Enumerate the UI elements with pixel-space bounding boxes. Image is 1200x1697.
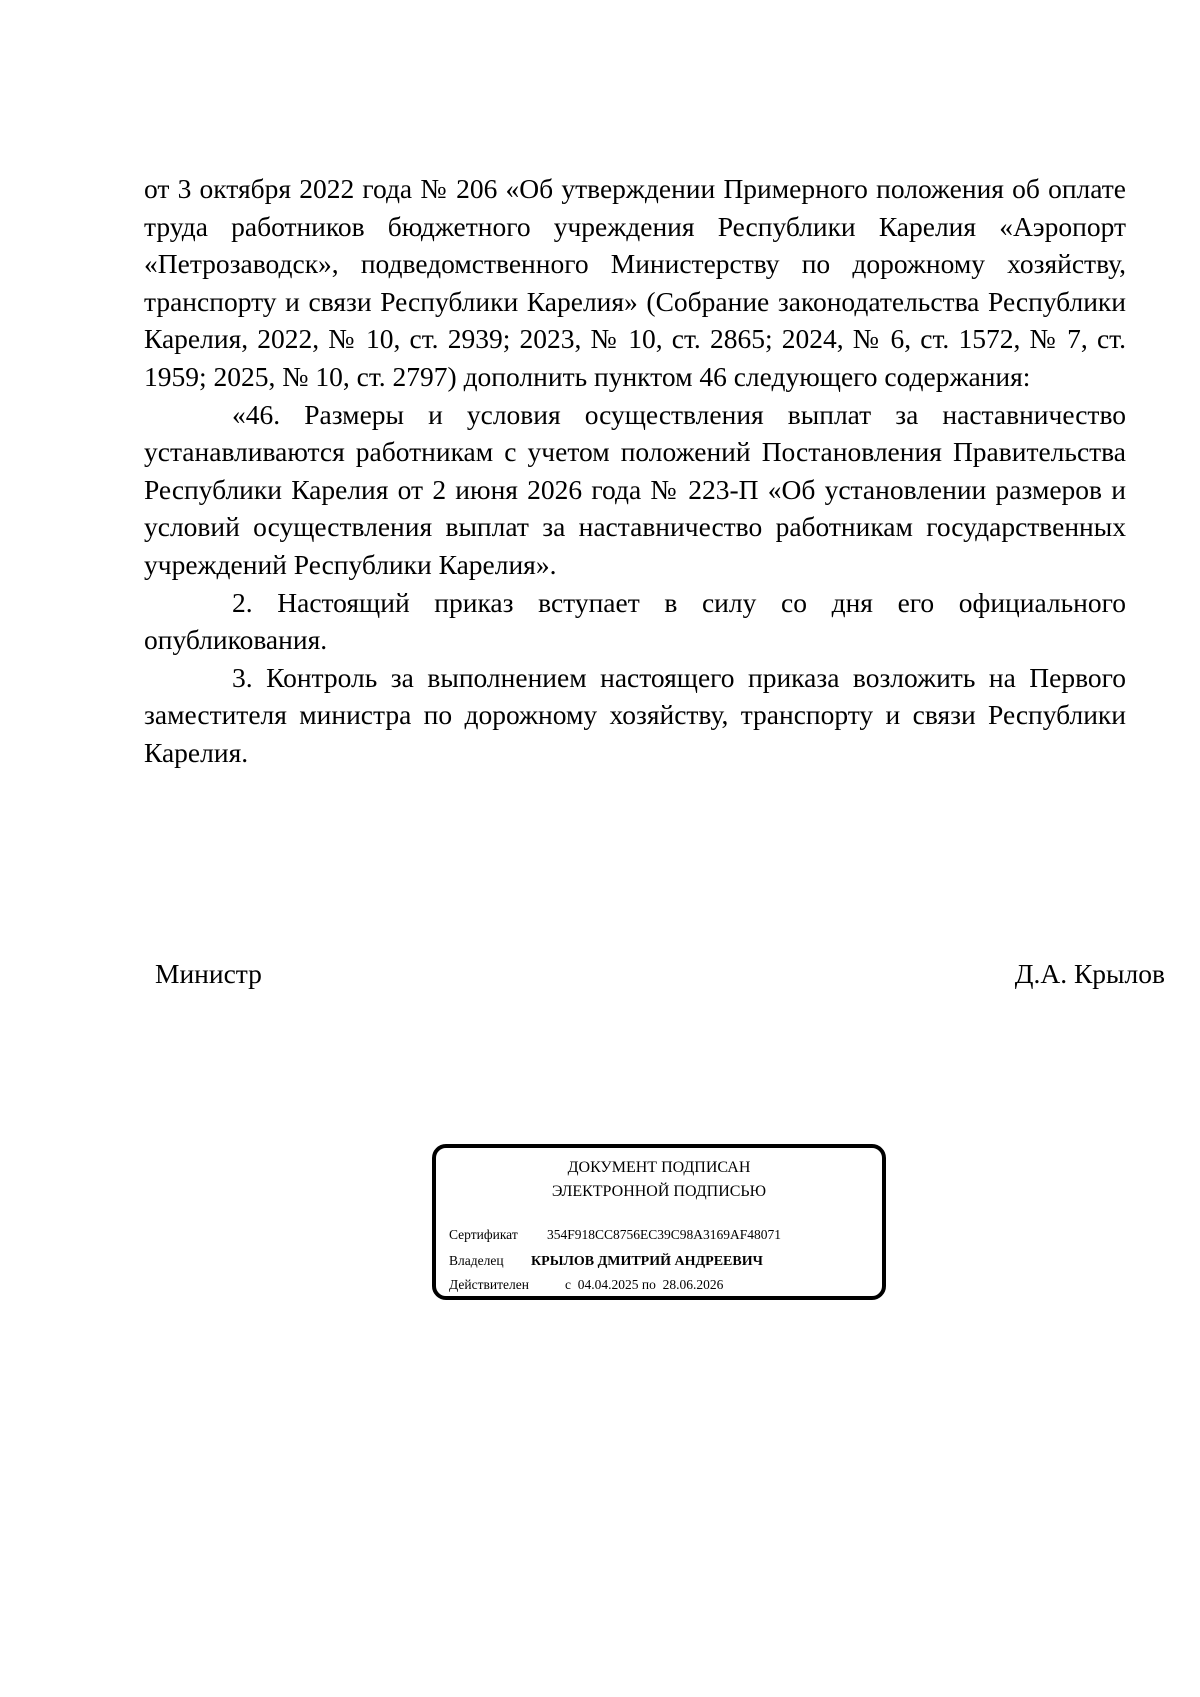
validity-label: Действителен [449, 1277, 529, 1292]
paragraph-amendment: от 3 октября 2022 года № 206 «Об утверждении Примерного положения об оплате труда работников бюджетного учреждения Республики Карелия «Аэропорт «Петрозаводск», подведомственного Министерству по дорожному хозяйству, транспорту и связи Республики Карелия» (Собрание законодательства Республики Карелия, 2022, № 10, ст. 2939; 2023, № 10, ст. 2865; 2024, № 6, ст. 1572, № 7, ст. 1959; 2025, № 10, ст. 2797) дополнить пунктом 46 следующего содержания: [144, 173, 1126, 392]
stamp-heading-line1: ДОКУМЕНТ ПОДПИСАН [567, 1159, 751, 1176]
stamp-validity-row [449, 1276, 723, 1294]
paragraph-point-46: «46. Размеры и условия осуществления выплат за наставничество устанавливаются работникам с учетом положений Постановления Правительства Республики Карелия от 2 июня 2026 года № 223-П «Об установлении размеров и условий осуществления выплат за наставничество работникам государственных учреждений Республики Карелия». [144, 398, 1126, 580]
document-body [144, 170, 1126, 772]
electronic-signature-stamp [432, 1144, 886, 1300]
validity-value: с 04.04.2025 по 28.06.2026 [565, 1277, 724, 1292]
stamp-heading-line2: ЭЛЕКТРОННОЙ ПОДПИСЬЮ [551, 1183, 767, 1200]
certificate-label: Сертификат [449, 1227, 518, 1242]
certificate-value: 354F918CC8756EC39C98A3169AF48071 [547, 1227, 782, 1242]
paragraph-point-3: 3. Контроль за выполнением настоящего приказа возложить на Первого заместителя министра по дорожному хозяйству, транспорту и связи Республики Карелия. [144, 661, 1126, 768]
paragraph-point-2: 2. Настоящий приказ вступает в силу со дня его официального опубликования. [144, 586, 1126, 656]
owner-value: КРЫЛОВ ДМИТРИЙ АНДРЕЕВИЧ [531, 1254, 763, 1269]
stamp-owner-row [449, 1252, 763, 1271]
stamp-certificate-row [449, 1226, 781, 1244]
signatory-position: Министр [155, 958, 262, 989]
signatory-name: Д.А. Крылов [1014, 958, 1165, 989]
owner-label: Владелец [449, 1253, 504, 1268]
